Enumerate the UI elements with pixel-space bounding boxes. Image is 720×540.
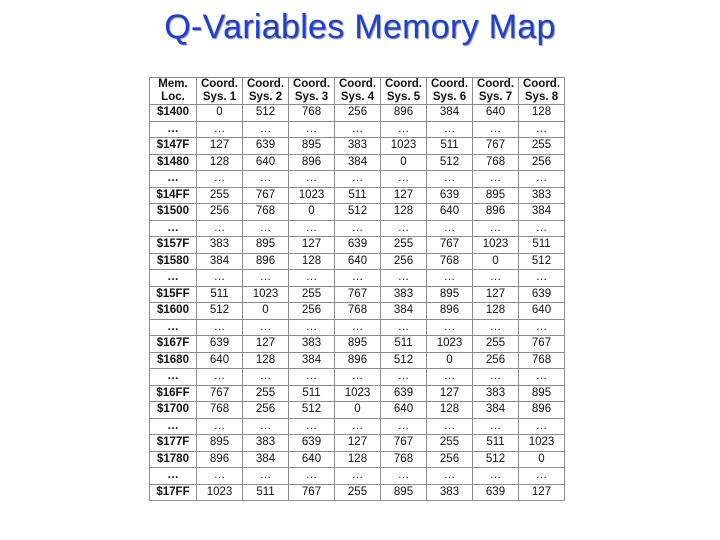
coord-sys-3-cell: 256 [289, 303, 335, 320]
coord-sys-4-cell: 127 [335, 435, 381, 452]
coord-sys-6-cell: 383 [427, 484, 473, 501]
table-row [150, 369, 565, 386]
table-row [150, 270, 565, 287]
table-body [150, 105, 565, 501]
coord-sys-4-cell: 512 [335, 204, 381, 221]
coord-sys-2-cell: … [243, 270, 289, 287]
coord-sys-5-cell: 255 [381, 237, 427, 254]
header-cell [427, 78, 473, 105]
memory-location-cell: $1500 [150, 204, 197, 221]
coord-sys-2-cell: 640 [243, 154, 289, 171]
coord-sys-2-cell: … [243, 319, 289, 336]
coord-sys-2-cell: 128 [243, 352, 289, 369]
header-line-1: Coord. [246, 78, 285, 90]
coord-sys-3-cell: … [289, 418, 335, 435]
coord-sys-5-cell: 384 [381, 303, 427, 320]
header-row [150, 78, 565, 105]
coord-sys-6-cell: 1023 [427, 336, 473, 353]
table-row [150, 121, 565, 138]
coord-sys-1-cell: … [197, 369, 243, 386]
coord-sys-8-cell: … [519, 171, 565, 188]
coord-sys-1-cell: 1023 [197, 484, 243, 501]
coord-sys-5-cell: … [381, 369, 427, 386]
header-cell [197, 78, 243, 105]
coord-sys-5-cell: 767 [381, 435, 427, 452]
coord-sys-1-cell: 128 [197, 154, 243, 171]
coord-sys-5-cell: 1023 [381, 138, 427, 155]
coord-sys-4-cell: 639 [335, 237, 381, 254]
coord-sys-6-cell: 128 [427, 402, 473, 419]
coord-sys-1-cell: 639 [197, 336, 243, 353]
coord-sys-8-cell: 127 [519, 484, 565, 501]
coord-sys-2-cell: … [243, 369, 289, 386]
memory-location-cell: $1780 [150, 451, 197, 468]
coord-sys-7-cell: 256 [473, 352, 519, 369]
coord-sys-8-cell: … [519, 468, 565, 485]
coord-sys-6-cell: 384 [427, 105, 473, 122]
coord-sys-7-cell: … [473, 369, 519, 386]
coord-sys-3-cell: 255 [289, 286, 335, 303]
coord-sys-8-cell: 384 [519, 204, 565, 221]
coord-sys-7-cell: … [473, 220, 519, 237]
coord-sys-2-cell: … [243, 418, 289, 435]
coord-sys-6-cell: 639 [427, 187, 473, 204]
coord-sys-5-cell: 895 [381, 484, 427, 501]
coord-sys-7-cell: 511 [473, 435, 519, 452]
memory-location-cell: $1680 [150, 352, 197, 369]
coord-sys-3-cell: 896 [289, 154, 335, 171]
coord-sys-4-cell: … [335, 171, 381, 188]
coord-sys-2-cell: … [243, 171, 289, 188]
coord-sys-4-cell: … [335, 121, 381, 138]
table-header [150, 78, 565, 105]
memory-location-cell: … [150, 468, 197, 485]
header-cell [473, 78, 519, 105]
memory-location-cell: $177F [150, 435, 197, 452]
table-row [150, 402, 565, 419]
coord-sys-3-cell: … [289, 319, 335, 336]
coord-sys-8-cell: 639 [519, 286, 565, 303]
coord-sys-2-cell: 384 [243, 451, 289, 468]
coord-sys-6-cell: 0 [427, 352, 473, 369]
coord-sys-3-cell: … [289, 121, 335, 138]
coord-sys-7-cell: 895 [473, 187, 519, 204]
coord-sys-6-cell: … [427, 270, 473, 287]
table-row [150, 105, 565, 122]
coord-sys-3-cell: … [289, 468, 335, 485]
coord-sys-1-cell: 127 [197, 138, 243, 155]
table-row [150, 204, 565, 221]
coord-sys-4-cell: 383 [335, 138, 381, 155]
coord-sys-3-cell: 767 [289, 484, 335, 501]
coord-sys-4-cell: … [335, 418, 381, 435]
memory-location-cell: … [150, 369, 197, 386]
coord-sys-5-cell: … [381, 220, 427, 237]
coord-sys-2-cell: 639 [243, 138, 289, 155]
coord-sys-1-cell: 256 [197, 204, 243, 221]
coord-sys-3-cell: 383 [289, 336, 335, 353]
table-row [150, 220, 565, 237]
memory-location-cell: $15FF [150, 286, 197, 303]
coord-sys-6-cell: 512 [427, 154, 473, 171]
memory-location-cell: $1600 [150, 303, 197, 320]
coord-sys-6-cell: 895 [427, 286, 473, 303]
coord-sys-4-cell: 255 [335, 484, 381, 501]
coord-sys-5-cell: 383 [381, 286, 427, 303]
coord-sys-7-cell: 639 [473, 484, 519, 501]
coord-sys-2-cell: 768 [243, 204, 289, 221]
coord-sys-5-cell: 639 [381, 385, 427, 402]
coord-sys-3-cell: 512 [289, 402, 335, 419]
coord-sys-4-cell: 128 [335, 451, 381, 468]
coord-sys-4-cell: … [335, 369, 381, 386]
header-line-1: Coord. [522, 78, 561, 90]
coord-sys-3-cell: 127 [289, 237, 335, 254]
coord-sys-3-cell: … [289, 171, 335, 188]
coord-sys-8-cell: 512 [519, 253, 565, 270]
coord-sys-5-cell: … [381, 418, 427, 435]
table-row [150, 435, 565, 452]
coord-sys-3-cell: 511 [289, 385, 335, 402]
coord-sys-6-cell: … [427, 171, 473, 188]
memory-location-cell: … [150, 270, 197, 287]
coord-sys-1-cell: 767 [197, 385, 243, 402]
coord-sys-5-cell: 640 [381, 402, 427, 419]
coord-sys-8-cell: 767 [519, 336, 565, 353]
memory-location-cell: $16FF [150, 385, 197, 402]
coord-sys-1-cell: 512 [197, 303, 243, 320]
coord-sys-4-cell: … [335, 220, 381, 237]
coord-sys-2-cell: 255 [243, 385, 289, 402]
coord-sys-5-cell: 896 [381, 105, 427, 122]
memory-location-cell: … [150, 220, 197, 237]
coord-sys-6-cell: 255 [427, 435, 473, 452]
coord-sys-5-cell: 128 [381, 204, 427, 221]
coord-sys-3-cell: 895 [289, 138, 335, 155]
coord-sys-7-cell: 1023 [473, 237, 519, 254]
coord-sys-5-cell: 512 [381, 352, 427, 369]
coord-sys-7-cell: 127 [473, 286, 519, 303]
coord-sys-4-cell: 768 [335, 303, 381, 320]
coord-sys-7-cell: 384 [473, 402, 519, 419]
memory-map-table [149, 77, 565, 501]
coord-sys-4-cell: 511 [335, 187, 381, 204]
coord-sys-5-cell: … [381, 468, 427, 485]
coord-sys-2-cell: 767 [243, 187, 289, 204]
coord-sys-8-cell: … [519, 418, 565, 435]
coord-sys-8-cell: 128 [519, 105, 565, 122]
table-row [150, 451, 565, 468]
coord-sys-2-cell: … [243, 121, 289, 138]
coord-sys-4-cell: … [335, 270, 381, 287]
coord-sys-5-cell: 511 [381, 336, 427, 353]
header-line-1: Coord. [200, 78, 239, 90]
coord-sys-7-cell: … [473, 319, 519, 336]
header-line-1: Coord. [384, 78, 423, 90]
coord-sys-8-cell: 511 [519, 237, 565, 254]
coord-sys-2-cell: 0 [243, 303, 289, 320]
table-row [150, 468, 565, 485]
coord-sys-1-cell: 768 [197, 402, 243, 419]
coord-sys-8-cell: 1023 [519, 435, 565, 452]
coord-sys-8-cell: 256 [519, 154, 565, 171]
coord-sys-4-cell: 256 [335, 105, 381, 122]
coord-sys-2-cell: 895 [243, 237, 289, 254]
header-cell [289, 78, 335, 105]
header-line-2: Sys. 1 [202, 91, 237, 103]
coord-sys-4-cell: 1023 [335, 385, 381, 402]
header-line-1: Coord. [338, 78, 377, 90]
coord-sys-1-cell: … [197, 319, 243, 336]
coord-sys-1-cell: … [197, 270, 243, 287]
memory-location-cell: … [150, 418, 197, 435]
coord-sys-6-cell: … [427, 418, 473, 435]
coord-sys-4-cell: 896 [335, 352, 381, 369]
table-row [150, 286, 565, 303]
coord-sys-4-cell: 767 [335, 286, 381, 303]
coord-sys-2-cell: … [243, 468, 289, 485]
coord-sys-1-cell: 255 [197, 187, 243, 204]
coord-sys-3-cell: 639 [289, 435, 335, 452]
coord-sys-7-cell: 640 [473, 105, 519, 122]
header-line-2: Sys. 6 [432, 91, 467, 103]
coord-sys-8-cell: 640 [519, 303, 565, 320]
coord-sys-3-cell: 768 [289, 105, 335, 122]
table-row [150, 253, 565, 270]
coord-sys-5-cell: 768 [381, 451, 427, 468]
coord-sys-7-cell: … [473, 171, 519, 188]
coord-sys-2-cell: 512 [243, 105, 289, 122]
memory-location-cell: $167F [150, 336, 197, 353]
coord-sys-3-cell: … [289, 270, 335, 287]
coord-sys-1-cell: … [197, 220, 243, 237]
header-cell [243, 78, 289, 105]
table-row [150, 319, 565, 336]
coord-sys-3-cell: 640 [289, 451, 335, 468]
coord-sys-6-cell: 767 [427, 237, 473, 254]
coord-sys-2-cell: 256 [243, 402, 289, 419]
coord-sys-8-cell: … [519, 121, 565, 138]
coord-sys-2-cell: 896 [243, 253, 289, 270]
coord-sys-1-cell: 895 [197, 435, 243, 452]
coord-sys-1-cell: … [197, 468, 243, 485]
header-line-2: Sys. 8 [524, 91, 559, 103]
memory-location-cell: $147F [150, 138, 197, 155]
table-row [150, 171, 565, 188]
coord-sys-7-cell: … [473, 121, 519, 138]
table-row [150, 303, 565, 320]
coord-sys-7-cell: 512 [473, 451, 519, 468]
coord-sys-7-cell: 383 [473, 385, 519, 402]
coord-sys-5-cell: 256 [381, 253, 427, 270]
header-cell [335, 78, 381, 105]
coord-sys-5-cell: … [381, 171, 427, 188]
header-cell [150, 78, 197, 105]
coord-sys-3-cell: 1023 [289, 187, 335, 204]
header-line-1: Coord. [476, 78, 515, 90]
memory-map-table-container [149, 77, 565, 501]
memory-location-cell: $1580 [150, 253, 197, 270]
coord-sys-6-cell: … [427, 121, 473, 138]
coord-sys-6-cell: 640 [427, 204, 473, 221]
coord-sys-8-cell: 768 [519, 352, 565, 369]
memory-location-cell: $1700 [150, 402, 197, 419]
coord-sys-8-cell: 0 [519, 451, 565, 468]
memory-location-cell: $157F [150, 237, 197, 254]
coord-sys-1-cell: 896 [197, 451, 243, 468]
coord-sys-7-cell: 0 [473, 253, 519, 270]
coord-sys-6-cell: 256 [427, 451, 473, 468]
memory-location-cell: … [150, 319, 197, 336]
coord-sys-8-cell: 383 [519, 187, 565, 204]
coord-sys-8-cell: 895 [519, 385, 565, 402]
coord-sys-6-cell: 511 [427, 138, 473, 155]
header-line-1: Coord. [292, 78, 331, 90]
memory-location-cell: $17FF [150, 484, 197, 501]
coord-sys-3-cell: … [289, 220, 335, 237]
table-row [150, 187, 565, 204]
coord-sys-6-cell: 896 [427, 303, 473, 320]
table-row [150, 352, 565, 369]
coord-sys-3-cell: 384 [289, 352, 335, 369]
coord-sys-5-cell: 127 [381, 187, 427, 204]
memory-location-cell: … [150, 171, 197, 188]
coord-sys-3-cell: 0 [289, 204, 335, 221]
coord-sys-8-cell: … [519, 369, 565, 386]
table-row [150, 418, 565, 435]
memory-location-cell: … [150, 121, 197, 138]
memory-location-cell: $1480 [150, 154, 197, 171]
coord-sys-3-cell: 128 [289, 253, 335, 270]
table-row [150, 138, 565, 155]
coord-sys-8-cell: 896 [519, 402, 565, 419]
table-row [150, 336, 565, 353]
coord-sys-7-cell: 767 [473, 138, 519, 155]
coord-sys-1-cell: … [197, 418, 243, 435]
table-row [150, 237, 565, 254]
header-line-1: Mem. [158, 78, 188, 90]
header-line-2: Sys. 7 [478, 91, 513, 103]
coord-sys-5-cell: 0 [381, 154, 427, 171]
coord-sys-7-cell: 128 [473, 303, 519, 320]
memory-location-cell: $14FF [150, 187, 197, 204]
coord-sys-4-cell: 384 [335, 154, 381, 171]
coord-sys-2-cell: … [243, 220, 289, 237]
table-row [150, 154, 565, 171]
coord-sys-5-cell: … [381, 270, 427, 287]
coord-sys-1-cell: … [197, 121, 243, 138]
coord-sys-4-cell: 895 [335, 336, 381, 353]
coord-sys-2-cell: 383 [243, 435, 289, 452]
coord-sys-7-cell: 255 [473, 336, 519, 353]
coord-sys-7-cell: 896 [473, 204, 519, 221]
coord-sys-1-cell: 640 [197, 352, 243, 369]
page-title: Q-Variables Memory Map [164, 8, 556, 46]
coord-sys-8-cell: 255 [519, 138, 565, 155]
header-line-2: Sys. 3 [294, 91, 329, 103]
coord-sys-6-cell: 768 [427, 253, 473, 270]
coord-sys-8-cell: … [519, 270, 565, 287]
coord-sys-5-cell: … [381, 121, 427, 138]
table-row [150, 484, 565, 501]
coord-sys-6-cell: … [427, 220, 473, 237]
coord-sys-6-cell: 127 [427, 385, 473, 402]
coord-sys-8-cell: … [519, 319, 565, 336]
coord-sys-7-cell: … [473, 468, 519, 485]
coord-sys-2-cell: 127 [243, 336, 289, 353]
coord-sys-6-cell: … [427, 468, 473, 485]
coord-sys-4-cell: … [335, 468, 381, 485]
coord-sys-2-cell: 511 [243, 484, 289, 501]
coord-sys-1-cell: 511 [197, 286, 243, 303]
header-line-1: Coord. [430, 78, 469, 90]
header-line-2: Loc. [161, 91, 185, 103]
coord-sys-5-cell: … [381, 319, 427, 336]
coord-sys-8-cell: … [519, 220, 565, 237]
coord-sys-7-cell: 768 [473, 154, 519, 171]
coord-sys-1-cell: … [197, 171, 243, 188]
header-cell [381, 78, 427, 105]
coord-sys-7-cell: … [473, 270, 519, 287]
coord-sys-7-cell: … [473, 418, 519, 435]
header-cell [519, 78, 565, 105]
coord-sys-4-cell: 640 [335, 253, 381, 270]
coord-sys-6-cell: … [427, 319, 473, 336]
header-line-2: Sys. 5 [386, 91, 421, 103]
coord-sys-6-cell: … [427, 369, 473, 386]
memory-location-cell: $1400 [150, 105, 197, 122]
coord-sys-1-cell: 384 [197, 253, 243, 270]
coord-sys-4-cell: 0 [335, 402, 381, 419]
coord-sys-2-cell: 1023 [243, 286, 289, 303]
coord-sys-3-cell: … [289, 369, 335, 386]
header-line-2: Sys. 2 [248, 91, 283, 103]
coord-sys-1-cell: 383 [197, 237, 243, 254]
header-line-2: Sys. 4 [340, 91, 375, 103]
coord-sys-1-cell: 0 [197, 105, 243, 122]
table-row [150, 385, 565, 402]
coord-sys-4-cell: … [335, 319, 381, 336]
